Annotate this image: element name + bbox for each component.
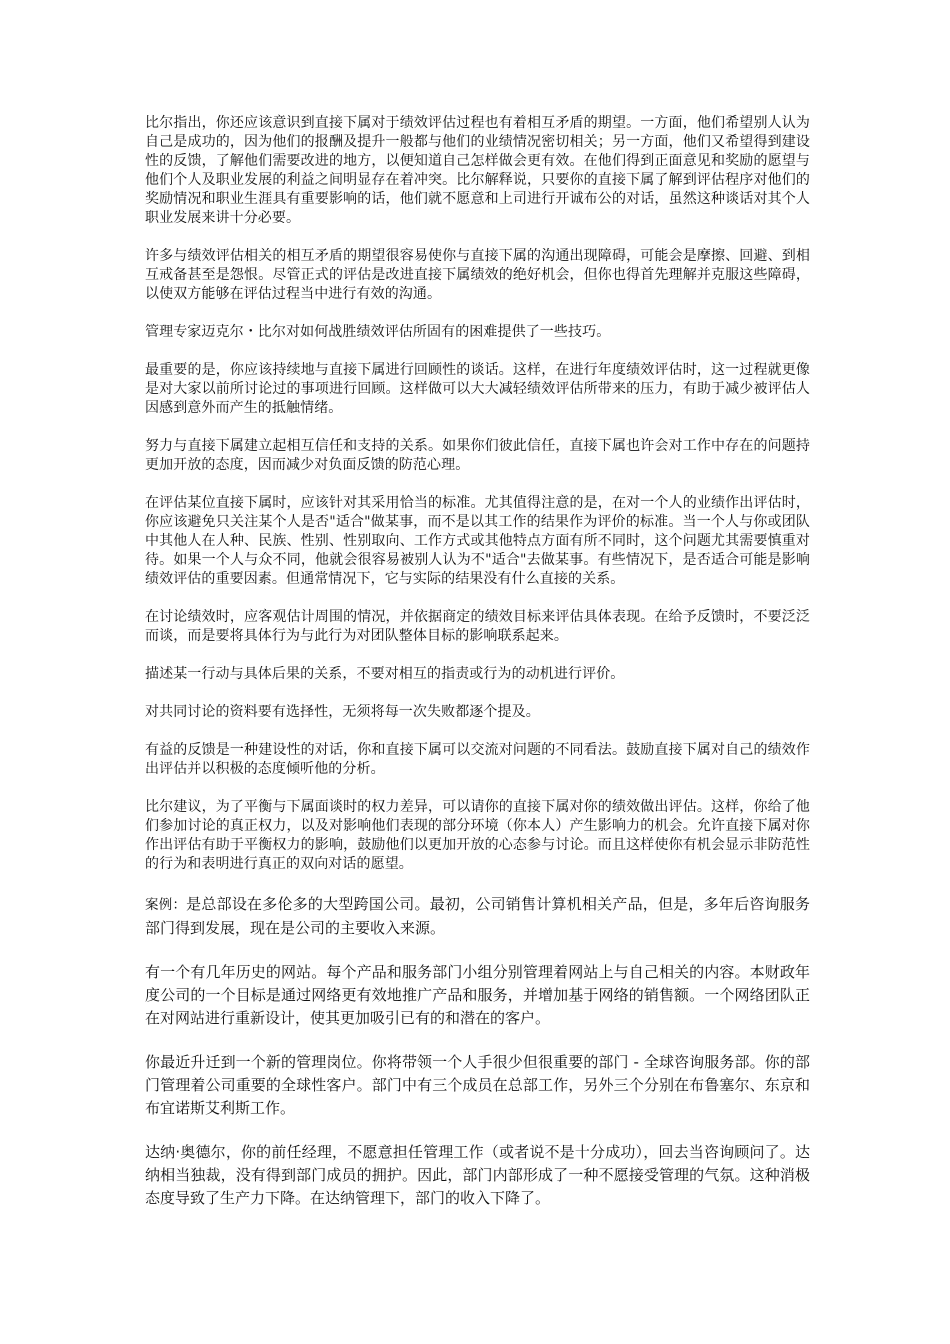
document-page	[145, 114, 810, 1231]
case-paragraph-website: 有一个有几年历史的网站。每个产品和服务部门小组分别管理着网站上与自己相关的内容。本财政年度公司的一个目标是通过网络更有效地推广产品和服务，并增加基于网络的销售额。一个网络团队正在对网站进行重新设计，使其更加吸引已有的和潜在的客户。	[145, 963, 810, 1027]
case-paragraph-new-role: 你最近升迁到一个新的管理岗位。你将带领一个人手很少但很重要的部门 - 全球咨询服务部。你的部门管理着公司重要的全球性客户。部门中有三个成员在总部工作，另外三个分别在布鲁塞尔、东京和布宜诺斯艾利斯工作。	[145, 1053, 810, 1117]
paragraph-ongoing-review: 最重要的是，你应该持续地与直接下属进行回顾性的谈话。这样，在进行年度绩效评估时，这一过程就更像是对大家以前所讨论过的事项进行回顾。这样做可以大大减轻绩效评估所带来的压力，有助于减少被评估人因感到意外而产生的抵触情绪。	[145, 362, 810, 416]
case-intro-text: 是总部设在多伦多的大型跨国公司。最初，公司销售计算机相关产品，但是，多年后咨询服务部门得到发展，现在是公司的主要收入来源。	[145, 895, 810, 937]
paragraph-appropriate-standards: 在评估某位直接下属时，应该针对其采用恰当的标准。尤其值得注意的是，在对一个人的业绩作出评估时，你应该避免只关注某个人是否"适合"做某事，而不是以其工作的结果作为评价的标准。当一个人与你或团队中其他人在人种、民族、性别、性别取向、工作方式或其他特点方面有所不同时，这个问题尤其需要慎重对待。如果一个人与众不同，他就会很容易被别人认为不"适合"去做某事。有些情况下，是否适合可能是影响绩效评估的重要因素。但通常情况下，它与实际的结果没有什么直接的关系。	[145, 495, 810, 587]
case-paragraph-predecessor: 达纳·奥德尔，你的前任经理，不愿意担任管理工作（或者说不是十分成功），回去当咨询顾问了。达纳相当独裁，没有得到部门成员的拥护。因此，部门内部形成了一种不愿接受管理的气氛。这种消极态度导致了生产力下降。在达纳管理下，部门的收入下降了。	[145, 1143, 810, 1207]
case-intro-paragraph	[145, 893, 810, 940]
paragraph-expert-tips-intro: 管理专家迈克尔・比尔对如何战胜绩效评估所固有的困难提供了一些技巧。	[145, 324, 611, 340]
paragraph-describe-consequences: 描述某一行动与具体后果的关系，不要对相互的指责或行为的动机进行评价。	[145, 666, 625, 682]
paragraph-selective-materials: 对共同讨论的资料要有选择性，无须将每一次失败都逐个提及。	[145, 704, 540, 720]
paragraph-objective-assessment: 在讨论绩效时，应客观估计周围的情况，并依据商定的绩效目标来评估具体表现。在给予反馈时，不要泛泛而谈，而是要将具体行为与此行为对团队整体目标的影响联系起来。	[145, 609, 810, 644]
case-label: 案例：	[145, 897, 187, 913]
paragraph-constructive-dialogue: 有益的反馈是一种建设性的对话，你和直接下属可以交流对问题的不同看法。鼓励直接下属对自己的绩效作出评估并以积极的态度倾听他的分析。	[145, 742, 810, 777]
paragraph-conflicting-expectations: 比尔指出，你还应该意识到直接下属对于绩效评估过程也有着相互矛盾的期望。一方面，他们希望别人认为自己是成功的，因为他们的报酬及提升一般都与他们的业绩情况密切相关；另一方面，他们又希望得到建设性的反馈，了解他们需要改进的地方，以便知道自己怎样做会更有效。在他们得到正面意见和奖励的愿望与他们个人及职业发展的利益之间明显存在着冲突。比尔解释说，只要你的直接下属了解到评估程序对他们的奖励情况和职业生涯具有重要影响的话，他们就不愿意和上司进行开诚布公的对话，虽然这种谈话对其个人职业发展来讲十分必要。	[145, 115, 810, 226]
paragraph-communication-barriers: 许多与绩效评估相关的相互矛盾的期望很容易使你与直接下属的沟通出现障碍，可能会是摩擦、回避、到相互戒备甚至是怨恨。尽管正式的评估是改进直接下属绩效的绝好机会，但你也得首先理解并克服这些障碍，以使双方能够在评估过程当中进行有效的沟通。	[145, 248, 810, 302]
paragraph-balance-power: 比尔建议，为了平衡与下属面谈时的权力差异，可以请你的直接下属对你的绩效做出评估。这样，你给了他们参加讨论的真正权力，以及对影响他们表现的部分环境（你本人）产生影响力的机会。允许直接下属对你作出评估有助于平衡权力的影响，鼓励他们以更加开放的心态参与讨论。而且这样使你有机会显示非防范性的行为和表明进行真正的双向对话的愿望。	[145, 799, 810, 872]
paragraph-build-trust: 努力与直接下属建立起相互信任和支持的关系。如果你们彼此信任，直接下属也许会对工作中存在的问题持更加开放的态度，因而减少对负面反馈的防范心理。	[145, 438, 810, 473]
